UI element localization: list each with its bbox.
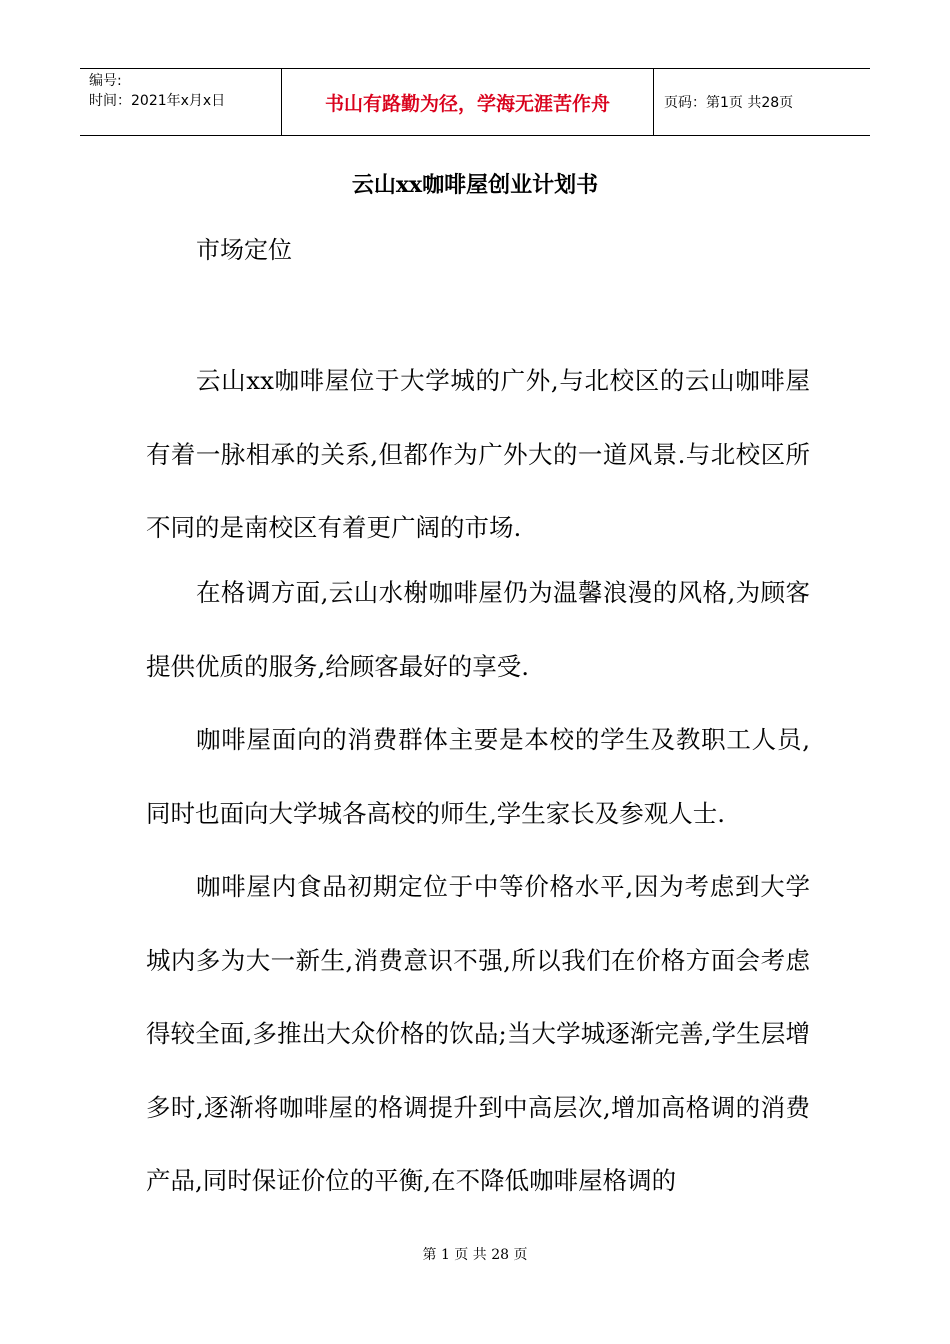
header-meta-cell (80, 69, 282, 135)
body-paragraph: 咖啡屋内食品初期定位于中等价格水平,因为考虑到大学城内多为大一新生,消费意识不强,所以我们在价格方面会考虑得较全面,多推出大众价格的饮品;当大学城逐渐完善,学生层增多时,逐渐将咖啡屋的格调提升到中高层次,增加高格调的消费产品,同时保证价位的平衡,在不降低咖啡屋格调的 (146, 872, 810, 1195)
paragraph-group-1 (146, 344, 810, 565)
section-heading: 市场定位 (196, 236, 292, 264)
header-page-cell (654, 69, 870, 135)
header-motto-cell (282, 69, 654, 135)
header-page-info: 页码：第1页 共28页 (664, 95, 794, 111)
body-paragraph: 在格调方面,云山水榭咖啡屋仍为温馨浪漫的风格,为顾客提供优质的服务,给顾客最好的享受. (146, 578, 810, 681)
page-footer: 第 1 页 共 28 页 (422, 1247, 528, 1263)
header-motto: 书山有路勤为径，学海无涯苦作舟 (324, 92, 610, 115)
document-header (80, 68, 870, 136)
body-paragraph: 咖啡屋面向的消费群体主要是本校的学生及教职工人员,同时也面向大学城各高校的师生,学生家长及参观人士. (146, 725, 810, 828)
header-time-label: 时间：2021年x月x日 (89, 93, 226, 109)
header-number-label: 编号: (89, 73, 122, 89)
paragraph-group-2 (146, 556, 810, 1218)
body-paragraph: 云山xx咖啡屋位于大学城的广外,与北校区的云山咖啡屋有着一脉相承的关系,但都作为广外大的一道风景.与北校区所不同的是南校区有着更广阔的市场. (146, 366, 810, 542)
document-title: 云山xx咖啡屋创业计划书 (351, 172, 599, 198)
